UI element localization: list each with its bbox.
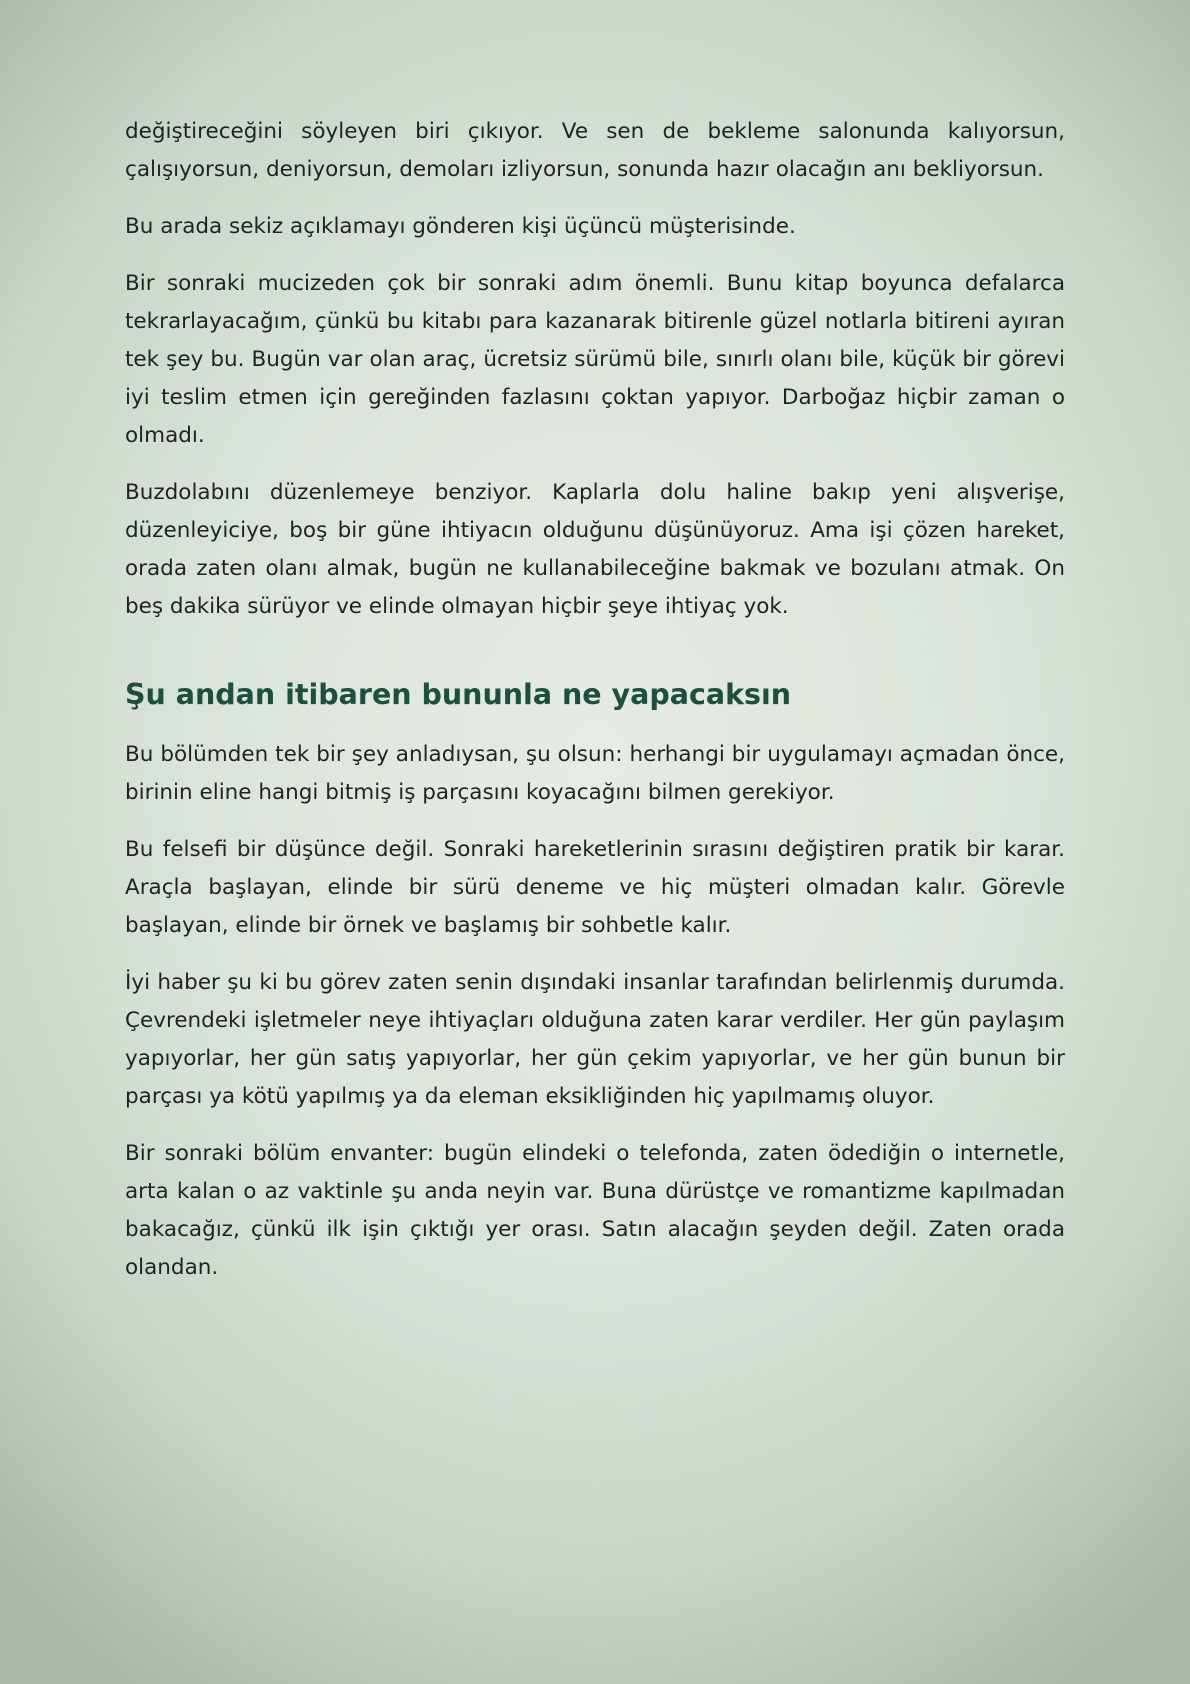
paragraph: değiştireceğini söyleyen biri çıkıyor. Ve sen de bekleme salonunda kalıyorsun, çalışıyorsun, deniyorsun, demoları izliyorsun, sonunda hazır olacağın anı bekliyorsun. (125, 119, 1065, 182)
section-heading: Şu andan itibaren bununla ne yapacaksın (125, 678, 792, 711)
paragraph: Bu bölümden tek bir şey anladıysan, şu olsun: herhangi bir uygulamayı açmadan önce, birinin eline hangi bitmiş iş parçasını koyacağını bilmen gerekiyor. (125, 742, 1065, 805)
paragraph: Buzdolabını düzenlemeye benziyor. Kaplarla dolu haline bakıp yeni alışverişe, düzenleyiciye, boş bir güne ihtiyacın olduğunu düşünüyoruz. Ama işi çözen hareket, orada zaten olanı almak, bugün ne kullanabileceğine bakmak ve bozulanı atmak. On beş dakika sürüyor ve elinde olmayan hiçbir şeye ihtiyaç yok. (125, 480, 1065, 619)
paragraph: Bir sonraki bölüm envanter: bugün elindeki o telefonda, zaten ödediğin o internetle, arta kalan o az vaktinle şu anda neyin var. Buna dürüstçe ve romantizme kapılmadan bakacağız, çünkü ilk işin çıktığı yer orası. Satın alacağın şeyden değil. Zaten orada olandan. (125, 1141, 1065, 1280)
paragraph: Bu felsefi bir düşünce değil. Sonraki hareketlerinin sırasını değiştiren pratik bir karar. Araçla başlayan, elinde bir sürü deneme ve hiç müşteri olmadan kalır. Görevle başlayan, elinde bir örnek ve başlamış bir sohbetle kalır. (125, 837, 1065, 938)
paragraph: Bu arada sekiz açıklamayı gönderen kişi üçüncü müşterisinde. (125, 214, 796, 239)
paragraph: Bir sonraki mucizeden çok bir sonraki adım önemli. Bunu kitap boyunca defalarca tekrarlayacağım, çünkü bu kitabı para kazanarak bitirenle güzel notlarla bitireni ayıran tek şey bu. Bugün var olan araç, ücretsiz sürümü bile, sınırlı olanı bile, küçük bir görevi iyi teslim etmen için gereğinden fazlasını çoktan yapıyor. Darboğaz hiçbir zaman o olmadı. (125, 271, 1065, 448)
document-page (125, 113, 1065, 1306)
paragraph: İyi haber şu ki bu görev zaten senin dışındaki insanlar tarafından belirlenmiş durumda. Çevrendeki işletmeler neye ihtiyaçları olduğuna zaten karar verdiler. Her gün paylaşım yapıyorlar, her gün satış yapıyorlar, her gün çekim yapıyorlar, ve her gün bunun bir parçası ya kötü yapılmış ya da eleman eksikliğinden hiç yapılmamış oluyor. (125, 970, 1065, 1109)
